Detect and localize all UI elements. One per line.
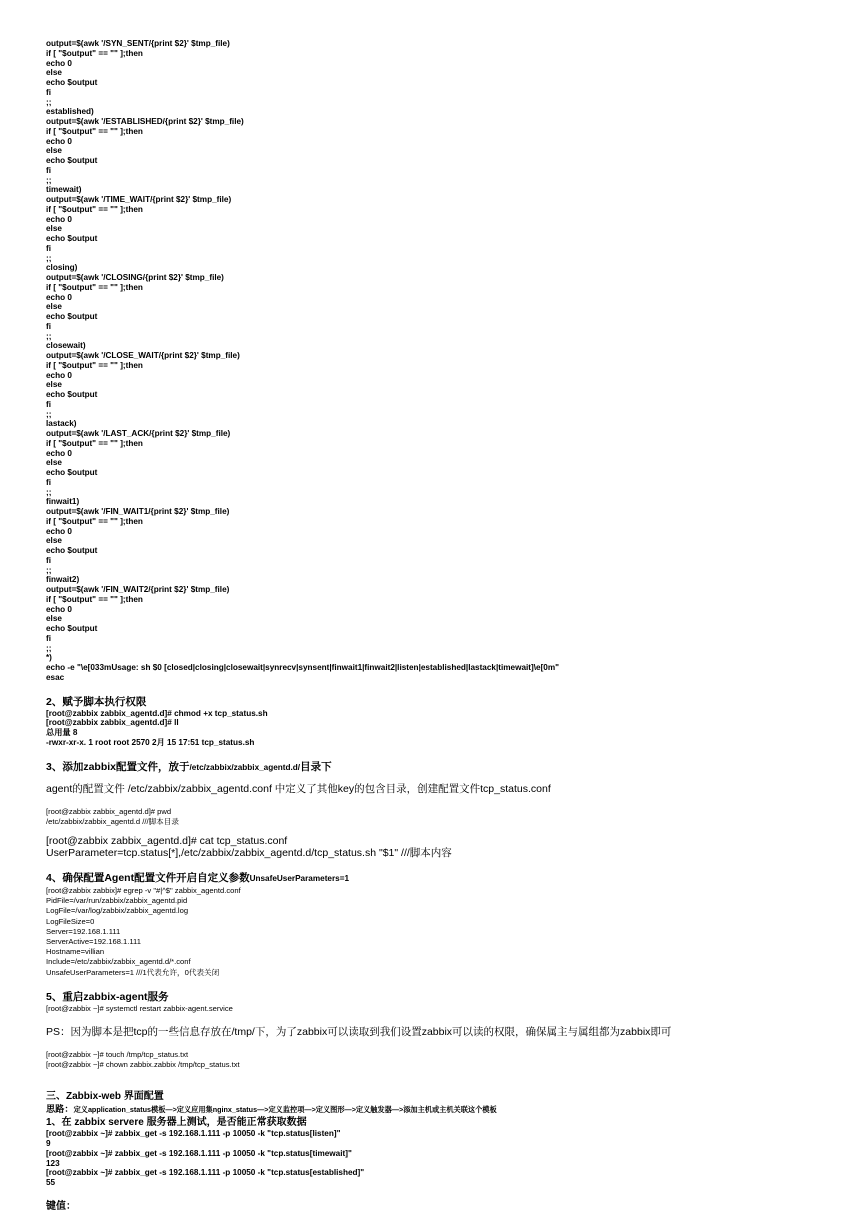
code-line: Include=/etc/zabbix/zabbix_agentd.d/*.conf [46, 957, 191, 967]
code-line: echo 0 [46, 604, 72, 614]
code-line: LogFileSize=0 [46, 916, 95, 926]
code-line: echo $output [46, 468, 98, 477]
code-line: echo 0 [46, 214, 72, 224]
code-line: [root@zabbix ~]# touch /tmp/tcp_status.txt [46, 1049, 189, 1059]
code-line: *) [46, 653, 52, 663]
ps-note: PS：因为脚本是把tcp的一些信息存放在/tmp/下，为了zabbix可以读取到我们设置zabbix可以读的权限，确保属主与属组都为zabbix即可 [46, 1025, 672, 1038]
code-line: fi [46, 321, 52, 331]
code-line: echo $output [46, 234, 98, 243]
cat-code-block [46, 835, 846, 859]
code-line: [root@zabbix zabbix_agentd.d]# pwd [46, 806, 172, 816]
code-line: 123 [46, 1158, 60, 1168]
restart-command: [root@zabbix ~]# systemctl restart zabbix-agent.service [46, 1003, 233, 1013]
section-4-heading-param: UnsafeUserParameters=1 [249, 873, 350, 883]
code-line: echo 0 [46, 526, 72, 536]
code-line: if [ "$output" == "" ];then [46, 282, 143, 292]
code-line: fi [46, 555, 52, 565]
code-line: echo $output [46, 546, 98, 555]
section-4-heading-text: 4、确保配置Agent配置文件开启自定义参数 [46, 871, 250, 884]
code-line: echo $output [46, 624, 98, 633]
code-line: [root@zabbix zabbix_agentd.d]# chmod +x tcp_status.sh [46, 708, 268, 718]
section-5-heading: 5、重启zabbix-agent服务 [46, 990, 169, 1003]
code-line: [root@zabbix ~]# zabbix_get -s 192.168.1.111 -p 10050 -k "tcp.status[listen]" [46, 1129, 341, 1139]
code-line: /etc/zabbix/zabbix_agentd.d ///脚本目录 [46, 816, 179, 826]
approach-line [46, 1103, 846, 1116]
code-line: fi [46, 243, 52, 253]
code-line: else [46, 224, 62, 234]
code-line: echo 0 [46, 370, 72, 380]
code-line: 总用量 8 [46, 728, 78, 737]
code-line: closing) [46, 263, 78, 273]
code-line: [root@zabbix ~]# zabbix_get -s 192.168.1.111 -p 10050 -k "tcp.status[timewait]" [46, 1148, 352, 1158]
approach-label: 思路： [46, 1104, 74, 1115]
code-line: output=$(awk '/ESTABLISHED/{print $2}' $tmp_file) [46, 117, 244, 126]
code-line: else [46, 536, 62, 546]
code-line: ;; [46, 487, 52, 497]
code-line: output=$(awk '/LAST_ACK/{print $2}' $tmp_file) [46, 429, 231, 438]
code-line: [root@zabbix zabbix_agentd.d]# ll [46, 718, 179, 728]
code-line: echo 0 [46, 58, 72, 68]
code-line: echo 0 [46, 292, 72, 302]
code-line: UserParameter=tcp.status[*],/etc/zabbix/zabbix_agentd.d/tcp_status.sh "$1" ///脚本内容 [46, 846, 452, 859]
code-line: if [ "$output" == "" ];then [46, 360, 143, 370]
code-line: ;; [46, 97, 52, 107]
code-line: output=$(awk '/FIN_WAIT1/{print $2}' $tmp_file) [46, 507, 230, 516]
code-line: UnsafeUserParameters=1 ///1代表允许，0代表关闭 [46, 967, 220, 977]
code-line: else [46, 302, 62, 312]
section-3-heading-suffix: 目录下 [300, 760, 332, 773]
section-2-heading: 2、赋予脚本执行权限 [46, 695, 147, 708]
section-4-heading [46, 871, 846, 886]
code-line: -rwxr-xr-x. 1 root root 2570 2月 15 17:51 tcp_status.sh [46, 737, 255, 747]
step-1-heading: 1、在 zabbix servere 服务器上测试，是否能正常获取数据 [46, 1117, 307, 1129]
code-line: established) [46, 107, 94, 117]
code-line: else [46, 380, 62, 390]
code-line: [root@zabbix ~]# zabbix_get -s 192.168.1.111 -p 10050 -k "tcp.status[established]" [46, 1168, 365, 1178]
code-line: else [46, 614, 62, 624]
code-line: ServerActive=192.168.1.111 [46, 936, 141, 946]
code-line: echo $output [46, 156, 98, 165]
code-line: ;; [46, 409, 52, 419]
code-line: [root@zabbix zabbix]# egrep -v "#|^$" zabbix_agentd.conf [46, 885, 241, 895]
code-line: 9 [46, 1139, 51, 1149]
code-line: if [ "$output" == "" ];then [46, 516, 143, 526]
code-line: fi [46, 165, 52, 175]
shell-script-code-block [46, 39, 846, 683]
keys-label: 键值： [46, 1200, 76, 1212]
code-line: ;; [46, 331, 52, 341]
code-line: [root@zabbix zabbix_agentd.d]# cat tcp_status.conf [46, 834, 288, 847]
code-line: lastack) [46, 419, 77, 429]
code-line: closewait) [46, 341, 86, 351]
code-line: if [ "$output" == "" ];then [46, 204, 143, 214]
code-line: echo $output [46, 312, 98, 321]
code-line: ;; [46, 175, 52, 185]
document-page [46, 39, 846, 1213]
code-line: finwait2) [46, 575, 80, 585]
approach-steps: 定义application_status模板—>定义应用集nginx_status—>定义监控项—>定义图形—>定义触发器—>添加主机或主机关联这个模板 [73, 1105, 497, 1115]
code-line: timewait) [46, 185, 82, 195]
code-line: fi [46, 87, 52, 97]
code-line: Hostname=villian [46, 947, 105, 957]
chown-code-block [46, 1050, 846, 1070]
code-line: PidFile=/var/run/zabbix/zabbix_agentd.pid [46, 896, 188, 906]
code-line: fi [46, 477, 52, 487]
zabbix-get-code-block [46, 1129, 846, 1188]
code-line: output=$(awk '/TIME_WAIT/{print $2}' $tmp_file) [46, 195, 232, 204]
code-line: fi [46, 633, 52, 643]
part-3-heading: 三、Zabbix-web 界面配置 [46, 1091, 164, 1103]
code-line: else [46, 458, 62, 468]
code-line: else [46, 68, 62, 78]
code-line: echo 0 [46, 448, 72, 458]
code-line: echo $output [46, 390, 98, 399]
code-line: [root@zabbix ~]# chown zabbix.zabbix /tmp/tcp_status.txt [46, 1060, 240, 1070]
pwd-code-block [46, 807, 846, 827]
code-line: echo 0 [46, 136, 72, 146]
code-line: ;; [46, 643, 52, 653]
code-line: else [46, 146, 62, 156]
code-line: Server=192.168.1.111 [46, 926, 121, 936]
code-line: echo -e "\e[033mUsage: sh $0 [closed|closing|closewait|synrecv|synsent|finwait1|finwait2|listen|established|lastack|timewait]\e[0m" [46, 663, 560, 672]
chmod-code-block [46, 709, 846, 748]
section-3-description: agent的配置文件 /etc/zabbix/zabbix_agentd.conf 中定义了其他key的包含目录，创建配置文件tcp_status.conf [46, 782, 551, 795]
section-3-heading [46, 760, 846, 775]
code-line: fi [46, 399, 52, 409]
code-line: 55 [46, 1178, 56, 1188]
code-line: if [ "$output" == "" ];then [46, 438, 143, 448]
section-3-heading-text: 3、添加zabbix配置文件，放于 [46, 760, 190, 773]
section-3-heading-path: /etc/zabbix/zabbix_agentd.d/ [189, 762, 301, 772]
code-line: output=$(awk '/FIN_WAIT2/{print $2}' $tmp_file) [46, 585, 230, 594]
code-line: output=$(awk '/CLOSING/{print $2}' $tmp_file) [46, 273, 224, 282]
code-line: finwait1) [46, 497, 80, 507]
code-line: echo $output [46, 78, 98, 87]
code-line: output=$(awk '/CLOSE_WAIT/{print $2}' $tmp_file) [46, 351, 240, 360]
agent-config-code-block [46, 886, 846, 978]
code-line: LogFile=/var/log/zabbix/zabbix_agentd.log [46, 906, 189, 916]
code-line: if [ "$output" == "" ];then [46, 48, 143, 58]
code-line: if [ "$output" == "" ];then [46, 594, 143, 604]
code-line: output=$(awk '/SYN_SENT/{print $2}' $tmp_file) [46, 39, 230, 48]
code-line: ;; [46, 253, 52, 263]
code-line: esac [46, 672, 65, 682]
code-line: if [ "$output" == "" ];then [46, 126, 143, 136]
code-line: ;; [46, 565, 52, 575]
